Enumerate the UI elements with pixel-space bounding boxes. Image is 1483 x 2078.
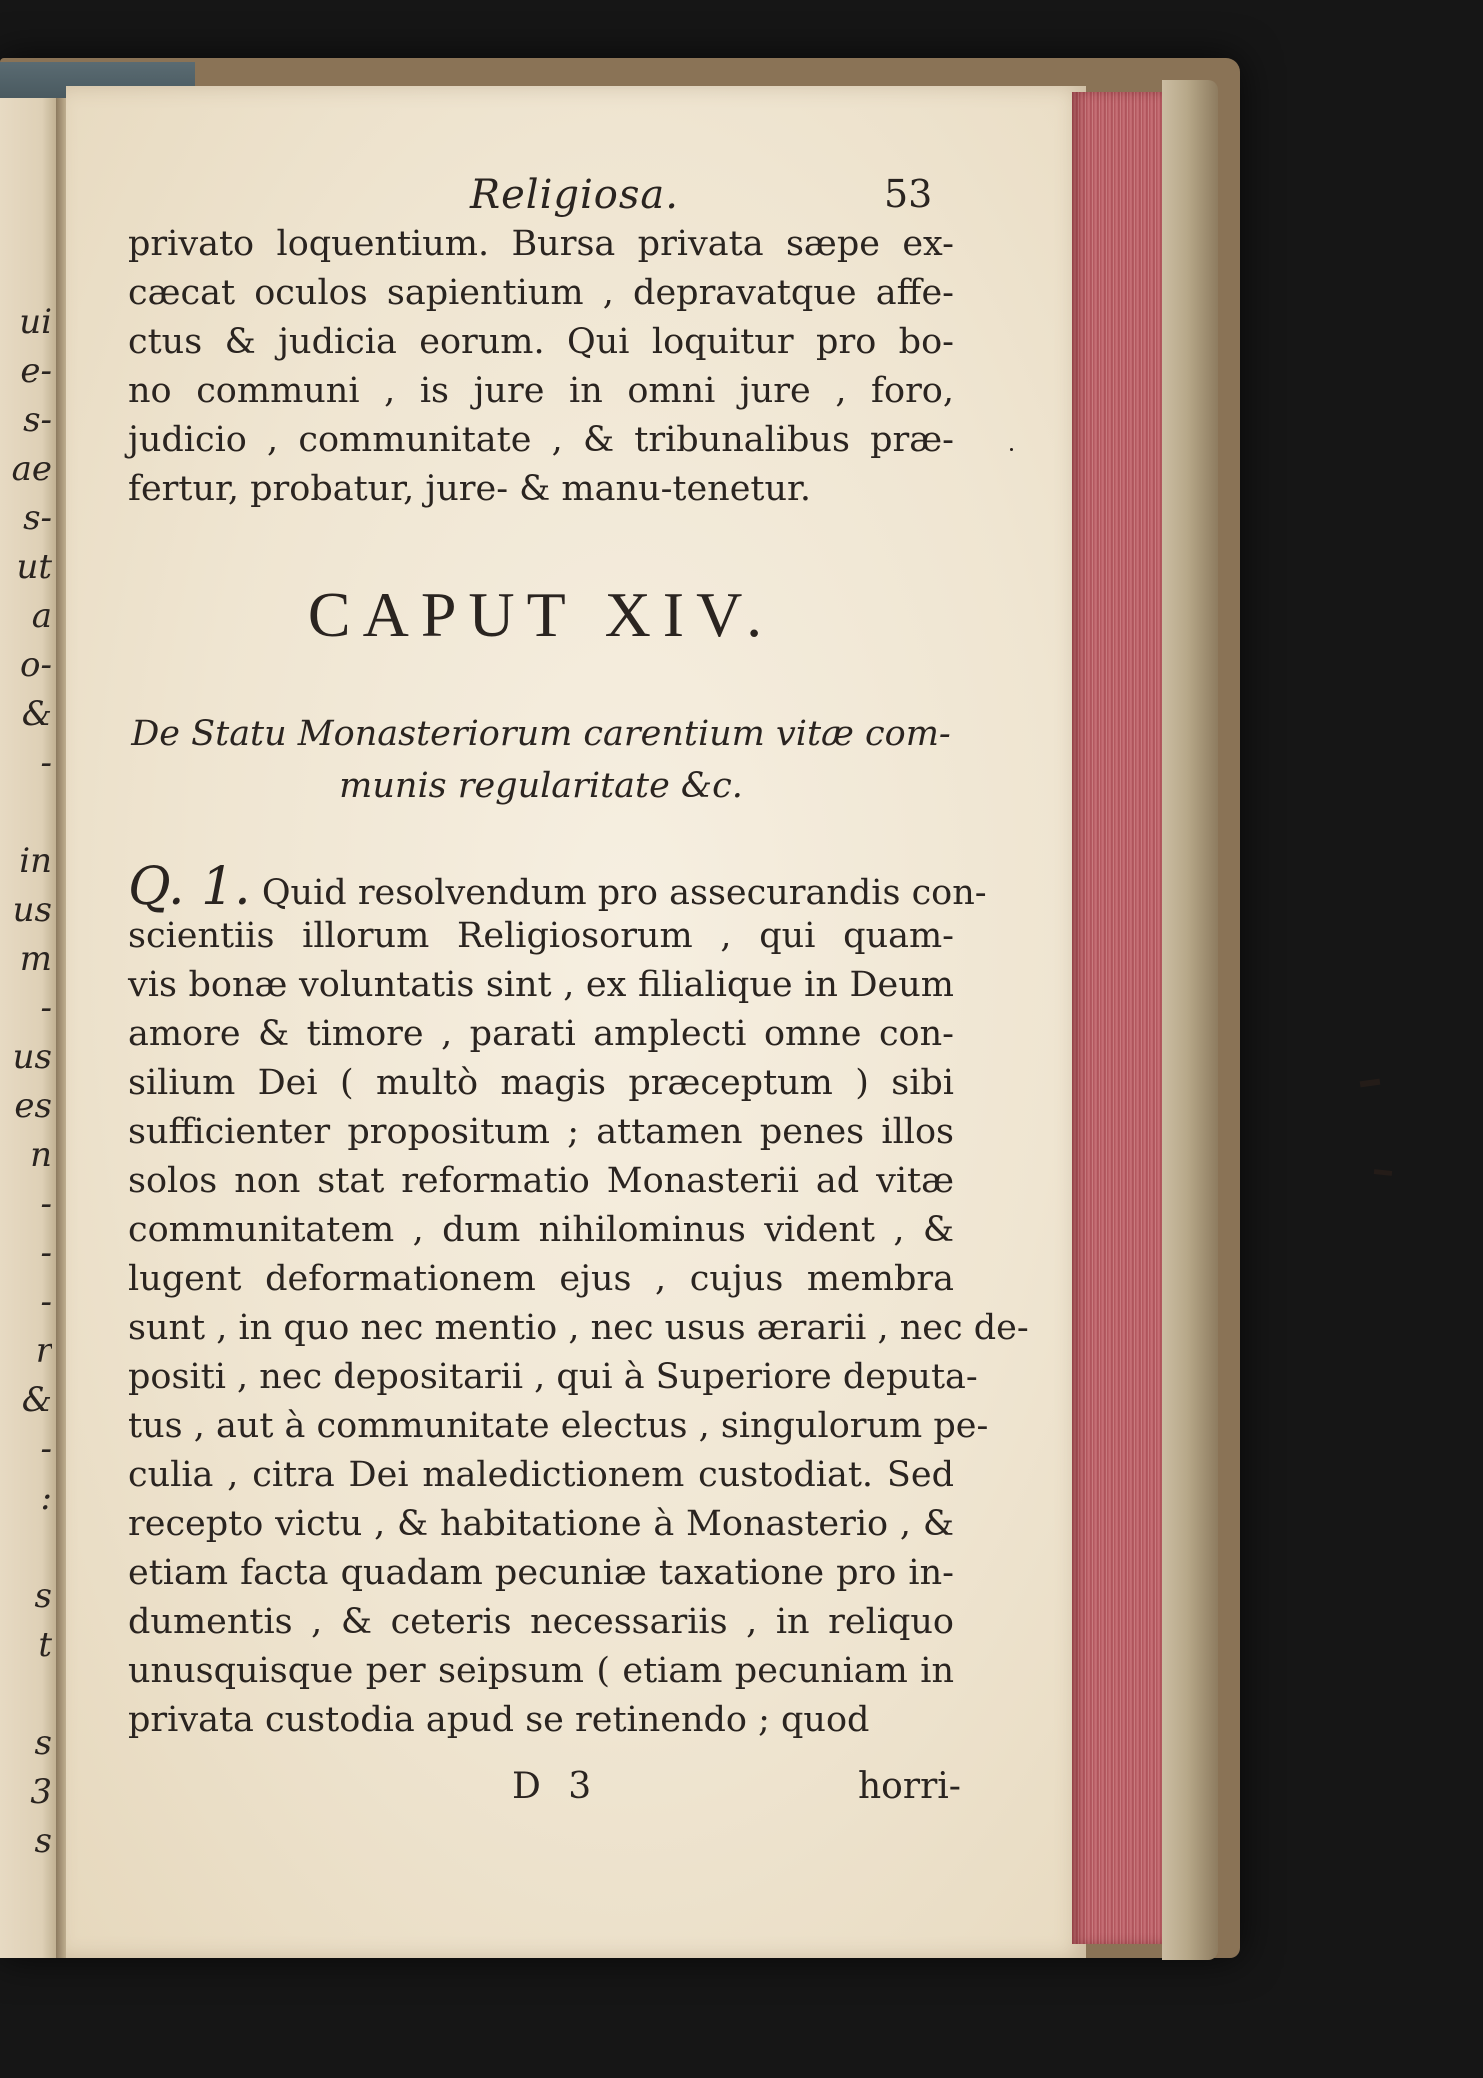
margin-fragment: o- [20,645,52,685]
margin-fragment: ut [16,547,52,587]
question-first-line: Quid resolvendum pro assecurandis con- [261,873,987,913]
margin-fragment: m [19,939,52,979]
margin-fragment [0,1670,52,1719]
text-line: privata custodia apud se retinendo ; quod [128,1700,870,1740]
margin-fragment: s- [23,400,52,440]
left-page [0,98,60,1958]
text-line: sunt , in quo nec mentio , nec usus ærarii , nec de- [128,1308,1029,1348]
text-line: silium Dei ( multò magis præceptum ) sibi [128,1063,954,1103]
signature-mark: D 3 [512,1766,600,1807]
ink-mark [1360,1079,1381,1088]
text-line: sufficienter propositum ; attamen penes illos [128,1112,954,1152]
margin-fragment: - [40,743,52,783]
text-line: privato loquentium. Bursa privata sæpe ex- [128,224,954,264]
text-line: tus , aut à communitate electus , singulorum pe- [128,1406,989,1446]
margin-fragment: - [40,1184,52,1224]
paragraph-intro [128,220,954,514]
margin-fragment: - [40,1429,52,1469]
text-line: communitatem , dum nihilominus vident , & [128,1210,954,1250]
margin-fragment: s [34,1723,52,1763]
board-edge [1162,80,1218,1960]
text-line: cæcat oculos sapientium , depravatque affe- [128,273,954,313]
text-line: amore & timore , parati amplecti omne con- [128,1014,954,1054]
text-line: ctus & judicia eorum. Qui loquitur pro bo- [128,322,954,362]
page-number: 53 [884,172,933,216]
margin-fragment: & [21,1380,52,1420]
text-line: positi , nec depositarii , qui à Superiore deputa- [128,1357,978,1397]
margin-fragment [0,1523,52,1572]
question-label: Q. 1. [128,857,251,917]
text-line: scientiis illorum Religiosorum , qui quam- [128,916,954,956]
left-page-margin-text [0,298,56,1866]
text-line: no communi , is jure in omni jure , foro, [128,371,954,411]
running-head: Religiosa. [470,172,679,218]
margin-fragment: ui [19,302,52,342]
margin-fragment: - [40,1282,52,1322]
ink-mark [1374,1169,1392,1176]
margin-fragment: 3 [30,1772,52,1812]
margin-fragment: - [40,1233,52,1273]
ink-dot [1010,448,1013,451]
text-line: culia , citra Dei maledictionem custodiat. Sed [128,1455,954,1495]
text-line: recepto victu , & habitatione à Monasterio , & [128,1504,954,1544]
margin-fragment: s- [23,498,52,538]
question-block [128,857,987,917]
text-line: dumentis , & ceteris necessariis , in reliquo [128,1602,954,1642]
subtitle-line: De Statu Monasteriorum carentium vitæ com- [131,714,951,754]
chapter-title: CAPUT XIV. [307,579,775,650]
margin-fragment: r [35,1331,52,1371]
margin-fragment: s [34,1576,52,1616]
margin-fragment: ae [11,449,52,489]
margin-fragment: s [34,1821,52,1861]
catchword: horri- [858,1766,961,1807]
margin-fragment: & [21,694,52,734]
margin-fragment: es [14,1086,52,1126]
margin-fragment: t [38,1625,52,1665]
margin-fragment: us [12,890,52,930]
margin-fragment [0,788,52,837]
text-line: etiam facta quadam pecuniæ taxatione pro in- [128,1553,954,1593]
margin-fragment: - [40,988,52,1028]
subtitle-line: munis regularitate &c. [339,766,743,806]
margin-fragment: us [12,1037,52,1077]
text-line: fertur, probatur, jure- & manu-tenetur. [128,469,812,509]
margin-fragment: in [19,841,52,881]
text-line: vis bonæ voluntatis sint , ex filialique in Deum [128,965,954,1005]
paragraph-question-1 [128,912,1029,1745]
text-line: unusquisque per seipsum ( etiam pecuniam in [128,1651,954,1691]
margin-fragment: a [31,596,52,636]
margin-fragment: e- [20,351,52,391]
margin-fragment: : [40,1478,52,1518]
chapter-subtitle [128,708,954,812]
margin-fragment: n [30,1135,52,1175]
text-line: judicio , communitate , & tribunalibus præ- [128,420,954,460]
text-line: solos non stat reformatio Monasterii ad vitæ [128,1161,954,1201]
fore-edge [1072,92,1164,1944]
text-line: lugent deformationem ejus , cujus membra [128,1259,954,1299]
